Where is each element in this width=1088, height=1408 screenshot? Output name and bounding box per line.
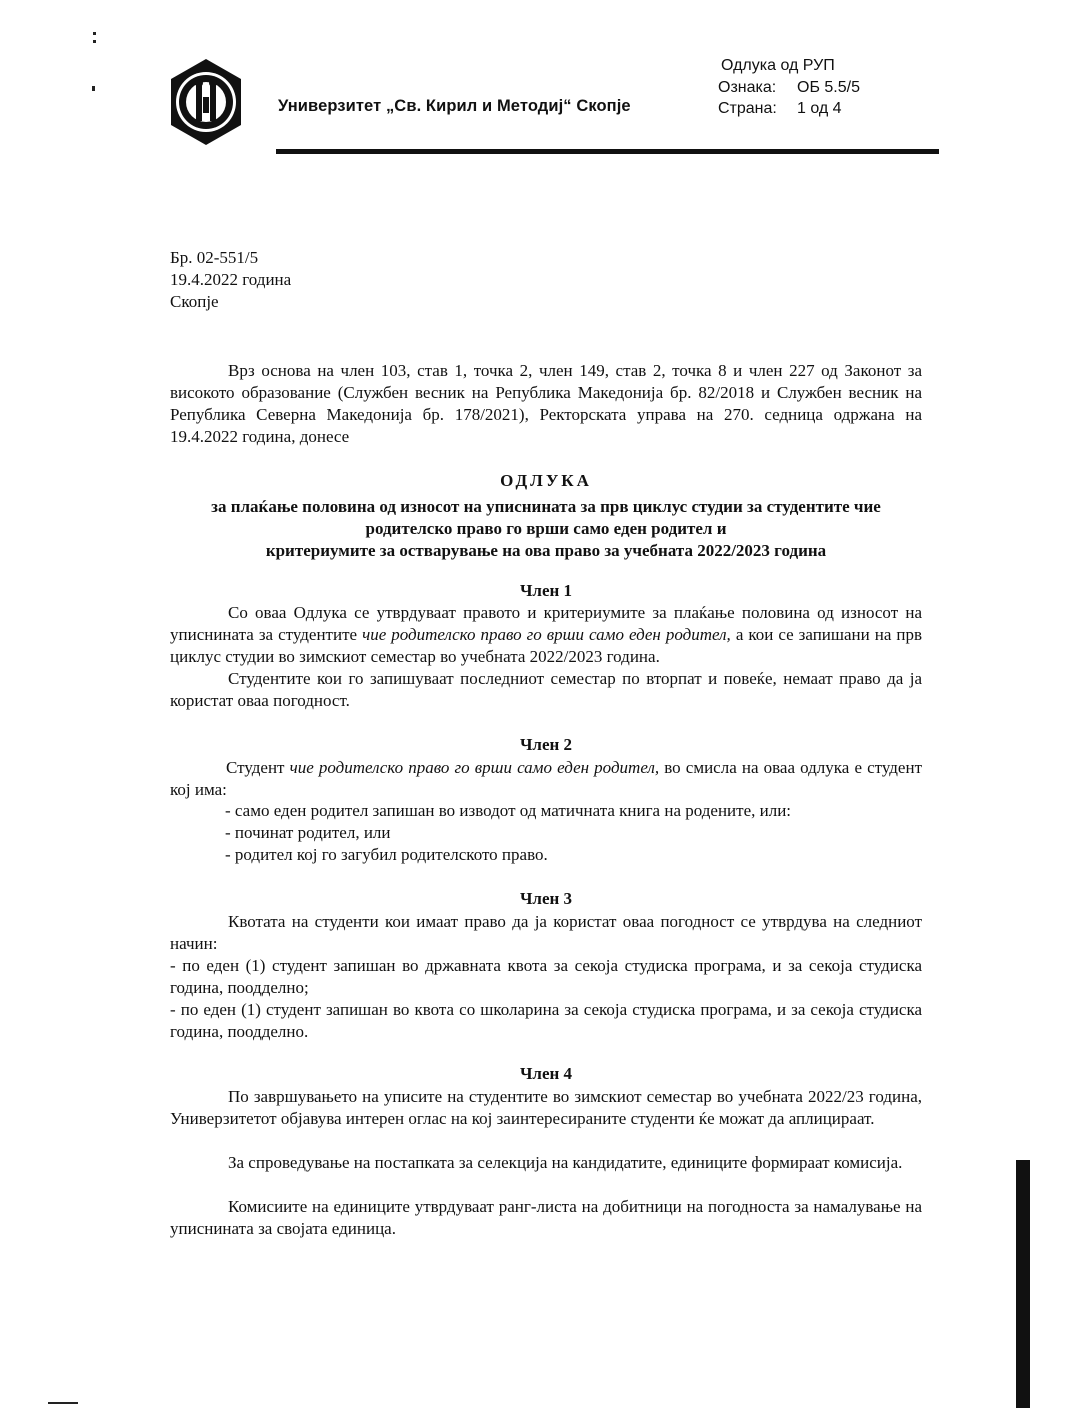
list-item: - родител кој го загубил родителското право. bbox=[225, 845, 548, 864]
list-item: - починат родител, или bbox=[225, 823, 391, 842]
article-3-paragraph: - по еден (1) студент запишан во квота со школарина за секоја студиска програма, и за секоја студиска година, поодделно. bbox=[170, 1000, 922, 1041]
scan-edge bbox=[1016, 1160, 1030, 1408]
italic-text: чие родителско право го врши само еден родител, bbox=[362, 625, 731, 644]
article-4-paragraph: Комисиите на единиците утврдуваат ранг-листа на добитници на погодноста за намалување на уписнината за својата единица. bbox=[170, 1197, 922, 1238]
reference-place: Скопје bbox=[170, 292, 219, 311]
reference-date: 19.4.2022 година bbox=[170, 270, 292, 289]
code-label: Ознака: bbox=[718, 79, 777, 96]
scan-mark bbox=[93, 40, 96, 43]
decision-title: ОДЛУКА bbox=[500, 471, 592, 490]
article-3-heading: Член 3 bbox=[519, 889, 573, 908]
decision-subtitle-line: критериумите за остварување на ова право за учебната 2022/2023 година bbox=[265, 541, 827, 560]
article-1-paragraph: Студентите кои го запишуваат последниот семестар по вторпат и повеќе, немаат право да ја користат оваа погодност. bbox=[170, 669, 922, 710]
article-4-paragraph: По завршувањето на уписите на студентите во зимскиот семестар во учебната 2022/23 година, Универзитетот објавува интерен оглас на кој заинтересираните студенти ќе можат да аплицираат. bbox=[170, 1087, 922, 1128]
text: а кои се запишани на прв циклус студии во зимскиот семестар во учебната 2022/2023 година. bbox=[170, 625, 923, 666]
article-1-heading: Член 1 bbox=[519, 581, 573, 600]
scan-mark bbox=[92, 86, 95, 91]
list-item: - само еден родител запишан во изводот од матичната книга на родените, или: bbox=[225, 801, 792, 820]
article-4-paragraph: За спроведување на постапката за селекција на кандидатите, единиците формираат комисија. bbox=[228, 1153, 903, 1172]
code-value: ОБ 5.5/5 bbox=[797, 79, 860, 96]
article-3-paragraph: Квотата на студенти кои имаат право да ја користат оваа погодност се утврдува на следниот начин: bbox=[170, 912, 922, 953]
reference-number: Бр. 02-551/5 bbox=[170, 248, 259, 267]
text: Студент bbox=[226, 758, 290, 777]
header-divider bbox=[276, 149, 939, 154]
decision-subtitle-line: за плаќање половина од износот на уписнината за прв циклус студии за студентите чие bbox=[211, 497, 881, 516]
decision-subtitle-line: родителско право го врши само еден родител и bbox=[365, 519, 727, 538]
document-type: Одлука од РУП bbox=[721, 57, 835, 74]
university-seal-icon bbox=[167, 57, 245, 147]
article-4-heading: Член 4 bbox=[519, 1064, 573, 1083]
text: во смисла на оваа одлука е студент кој има: bbox=[170, 758, 923, 799]
article-3-paragraph: - по еден (1) студент запишан во државната квота за секоја студиска програма, и за секоја студиска година, поодделно; bbox=[170, 956, 922, 997]
article-2-paragraph bbox=[170, 757, 922, 801]
page-label: Страна: bbox=[718, 100, 777, 117]
italic-text: чие родителско право го врши само еден родител, bbox=[289, 758, 660, 777]
decision-subtitle bbox=[170, 496, 922, 562]
university-name: Универзитет „Св. Кирил и Методиј“ Скопје bbox=[278, 97, 631, 115]
scan-mark bbox=[93, 32, 96, 35]
text: Со оваа Одлука се утврдуваат правото и критериумите за плаќање половина од износот на уписнината за студентите bbox=[170, 603, 922, 644]
page-value: 1 од 4 bbox=[797, 100, 842, 117]
article-1-paragraph bbox=[170, 602, 922, 668]
article-2-heading: Член 2 bbox=[519, 735, 573, 754]
scan-mark bbox=[48, 1402, 78, 1404]
legal-basis-paragraph: Врз основа на член 103, став 1, точка 2, член 149, став 2, точка 8 и член 227 од Законот за високото образование (Службен весник на Република Македонија бр. 82/2018 и Службен весник на Република Северна Македонија бр. 178/2021), Ректорската управа на 270. седница одржана на 19.4.2022 година, донесе bbox=[170, 361, 922, 446]
